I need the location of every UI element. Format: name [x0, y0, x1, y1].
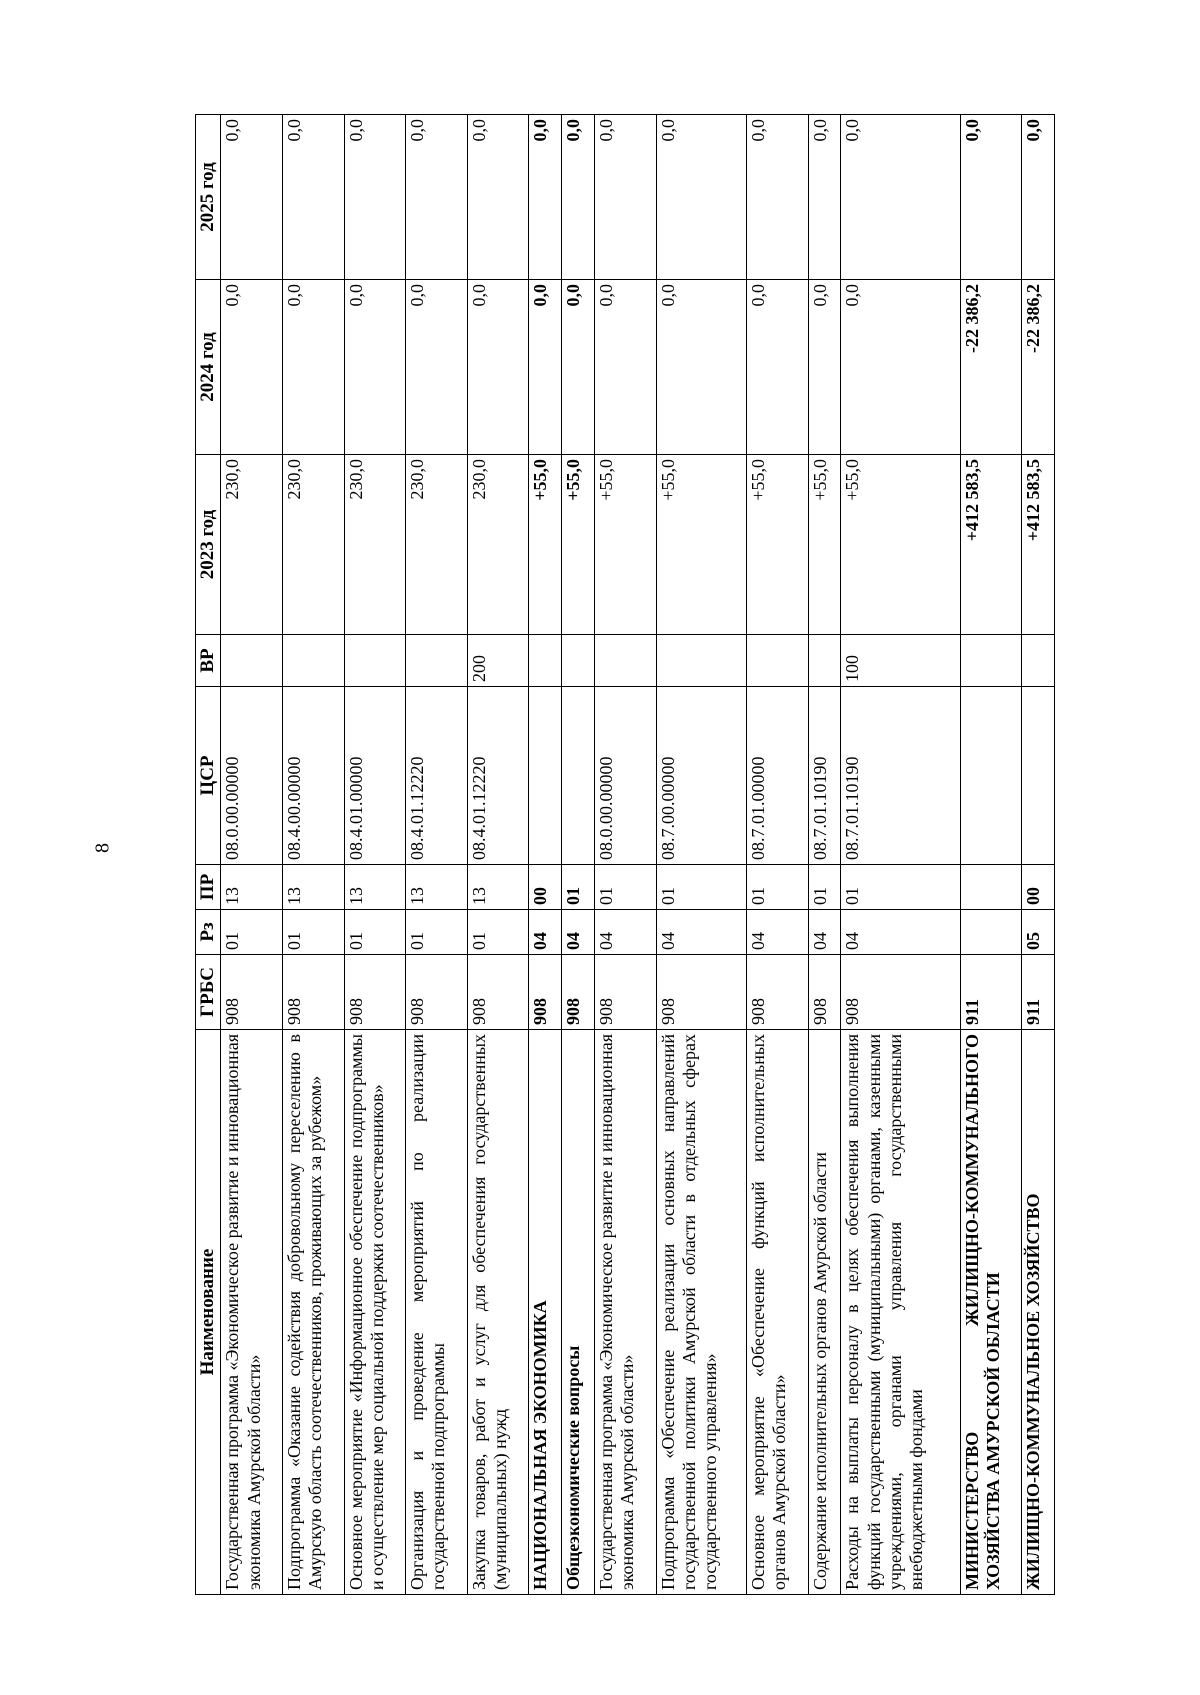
cell-2024: 0,0: [283, 280, 345, 455]
cell-2025: 0,0: [283, 115, 345, 280]
cell-rz: 04: [841, 910, 960, 955]
cell-name: Подпрограмма «Оказание содействия добровольному переселению в Амурскую область соотечественников, проживающих за рубежом»: [283, 1030, 345, 1595]
cell-pr: 13: [344, 865, 406, 910]
table-row: [221, 115, 283, 1595]
table-row: [960, 115, 1022, 1595]
cell-2025: 0,0: [467, 115, 529, 280]
cell-pr: 13: [406, 865, 468, 910]
cell-csr: [562, 687, 595, 865]
header-grbs: ГРБС: [196, 955, 221, 1030]
cell-name: Содержание исполнительных органов Амурской области: [808, 1030, 841, 1595]
cell-pr: 01: [808, 865, 841, 910]
table-row: [344, 115, 406, 1595]
cell-name: НАЦИОНАЛЬНАЯ ЭКОНОМИКА: [529, 1030, 562, 1595]
cell-name: ЖИЛИЩНО-КОММУНАЛЬНОЕ ХОЗЯЙСТВО: [1022, 1030, 1055, 1595]
cell-2025: 0,0: [344, 115, 406, 280]
table-row: [529, 115, 562, 1595]
cell-pr: 13: [283, 865, 345, 910]
header-2025: 2025 год: [196, 115, 221, 280]
cell-rz: 01: [283, 910, 345, 955]
budget-table: [195, 114, 1055, 1595]
cell-2025: 0,0: [1022, 115, 1055, 280]
cell-2024: 0,0: [841, 280, 960, 455]
header-2024: 2024 год: [196, 280, 221, 455]
cell-vr: [1022, 635, 1055, 687]
cell-2025: 0,0: [656, 115, 746, 280]
cell-name: Государственная программа «Экономическое развитие и инновационная экономика Амурской области»: [595, 1030, 657, 1595]
cell-grbs: 908: [344, 955, 406, 1030]
cell-vr: [406, 635, 468, 687]
cell-pr: 13: [221, 865, 283, 910]
cell-rz: 04: [529, 910, 562, 955]
cell-2025: 0,0: [595, 115, 657, 280]
cell-csr: 08.4.01.12220: [406, 687, 468, 865]
cell-rz: 01: [221, 910, 283, 955]
cell-rz: 01: [467, 910, 529, 955]
header-pr: ПР: [196, 865, 221, 910]
cell-2025: 0,0: [746, 115, 808, 280]
rotated-table-container: [195, 115, 1055, 1595]
cell-vr: [529, 635, 562, 687]
table-row: [562, 115, 595, 1595]
cell-2024: 0,0: [221, 280, 283, 455]
cell-2023: +55,0: [808, 455, 841, 635]
cell-name: Закупка товаров, работ и услуг для обеспечения государственных (муниципальных) нужд: [467, 1030, 529, 1595]
cell-csr: [1022, 687, 1055, 865]
cell-2024: 0,0: [595, 280, 657, 455]
cell-name: Подпрограмма «Обеспечение реализации основных направлений государственной политики Амурской области в отдельных сферах государственного управления»: [656, 1030, 746, 1595]
header-2023: 2023 год: [196, 455, 221, 635]
cell-name: Основное мероприятие «Информационное обеспечение подпрограммы и осуществление мер социальной поддержки соотечественников»: [344, 1030, 406, 1595]
cell-2025: 0,0: [841, 115, 960, 280]
cell-rz: 04: [808, 910, 841, 955]
cell-vr: [344, 635, 406, 687]
cell-2024: 0,0: [406, 280, 468, 455]
page-number: 8: [91, 843, 114, 853]
cell-pr: 01: [562, 865, 595, 910]
cell-2023: +55,0: [656, 455, 746, 635]
cell-pr: [960, 865, 1022, 910]
table-row: [656, 115, 746, 1595]
table-row: [283, 115, 345, 1595]
cell-pr: 01: [746, 865, 808, 910]
cell-rz: 04: [595, 910, 657, 955]
cell-2024: 0,0: [808, 280, 841, 455]
header-rz: Рз: [196, 910, 221, 955]
cell-2023: 230,0: [283, 455, 345, 635]
cell-2023: +412 583,5: [960, 455, 1022, 635]
cell-rz: 04: [746, 910, 808, 955]
cell-rz: 05: [1022, 910, 1055, 955]
cell-grbs: 908: [221, 955, 283, 1030]
table-row: [1022, 115, 1055, 1595]
header-name: Наименование: [196, 1030, 221, 1595]
cell-2024: 0,0: [656, 280, 746, 455]
cell-grbs: 908: [283, 955, 345, 1030]
cell-grbs: 908: [808, 955, 841, 1030]
cell-grbs: 908: [595, 955, 657, 1030]
cell-grbs: 911: [960, 955, 1022, 1030]
cell-name: Расходы на выплаты персоналу в целях обеспечения выполнения функций государственными (муниципальными) органами, казенными учреждениями, органами управления государственными внебюджетными фондами: [841, 1030, 960, 1595]
cell-2023: +55,0: [746, 455, 808, 635]
cell-2025: 0,0: [808, 115, 841, 280]
table-row: [406, 115, 468, 1595]
cell-2023: 230,0: [406, 455, 468, 635]
cell-2023: +412 583,5: [1022, 455, 1055, 635]
table-row: [746, 115, 808, 1595]
table-row: [467, 115, 529, 1595]
cell-2023: +55,0: [562, 455, 595, 635]
cell-grbs: 911: [1022, 955, 1055, 1030]
cell-2025: 0,0: [221, 115, 283, 280]
cell-2025: 0,0: [562, 115, 595, 280]
cell-2024: 0,0: [344, 280, 406, 455]
cell-name: Общеэкономические вопросы: [562, 1030, 595, 1595]
cell-2024: 0,0: [529, 280, 562, 455]
cell-csr: 08.7.00.00000: [656, 687, 746, 865]
cell-pr: 01: [595, 865, 657, 910]
cell-2023: +55,0: [529, 455, 562, 635]
cell-csr: 08.0.00.00000: [221, 687, 283, 865]
cell-grbs: 908: [529, 955, 562, 1030]
table-body: [221, 115, 1055, 1595]
cell-2023: 230,0: [467, 455, 529, 635]
cell-2024: 0,0: [746, 280, 808, 455]
cell-2024: -22 386,2: [1022, 280, 1055, 455]
cell-csr: 08.7.01.00000: [746, 687, 808, 865]
cell-vr: [562, 635, 595, 687]
cell-rz: 01: [406, 910, 468, 955]
cell-grbs: 908: [467, 955, 529, 1030]
cell-2025: 0,0: [406, 115, 468, 280]
cell-csr: 08.0.00.00000: [595, 687, 657, 865]
cell-2025: 0,0: [960, 115, 1022, 280]
cell-csr: [529, 687, 562, 865]
cell-2024: 0,0: [467, 280, 529, 455]
cell-2024: 0,0: [562, 280, 595, 455]
cell-grbs: 908: [746, 955, 808, 1030]
cell-2024: -22 386,2: [960, 280, 1022, 455]
cell-vr: 200: [467, 635, 529, 687]
cell-grbs: 908: [406, 955, 468, 1030]
cell-2023: 230,0: [221, 455, 283, 635]
cell-csr: 08.7.01.10190: [841, 687, 960, 865]
cell-pr: 13: [467, 865, 529, 910]
cell-rz: 01: [344, 910, 406, 955]
cell-name: МИНИСТЕРСТВО ЖИЛИЩНО-КОММУНАЛЬНОГО ХОЗЯЙСТВА АМУРСКОЙ ОБЛАСТИ: [960, 1030, 1022, 1595]
table-row: [841, 115, 960, 1595]
cell-vr: [656, 635, 746, 687]
table-row: [595, 115, 657, 1595]
cell-2023: +55,0: [595, 455, 657, 635]
cell-2025: 0,0: [529, 115, 562, 280]
cell-vr: 100: [841, 635, 960, 687]
cell-csr: 08.4.00.00000: [283, 687, 345, 865]
table-row: [808, 115, 841, 1595]
cell-vr: [595, 635, 657, 687]
table-header-row: [196, 115, 221, 1595]
cell-grbs: 908: [841, 955, 960, 1030]
cell-pr: 01: [841, 865, 960, 910]
cell-grbs: 908: [562, 955, 595, 1030]
cell-rz: [960, 910, 1022, 955]
cell-vr: [808, 635, 841, 687]
cell-csr: [960, 687, 1022, 865]
cell-pr: 01: [656, 865, 746, 910]
cell-2023: 230,0: [344, 455, 406, 635]
cell-rz: 04: [562, 910, 595, 955]
header-vr: ВР: [196, 635, 221, 687]
cell-rz: 04: [656, 910, 746, 955]
cell-csr: 08.4.01.00000: [344, 687, 406, 865]
cell-csr: 08.7.01.10190: [808, 687, 841, 865]
cell-grbs: 908: [656, 955, 746, 1030]
cell-pr: 00: [529, 865, 562, 910]
cell-name: Государственная программа «Экономическое развитие и инновационная экономика Амурской области»: [221, 1030, 283, 1595]
cell-name: Организация и проведение мероприятий по реализации государственной подпрограммы: [406, 1030, 468, 1595]
header-csr: ЦСР: [196, 687, 221, 865]
cell-vr: [221, 635, 283, 687]
cell-vr: [960, 635, 1022, 687]
cell-csr: 08.4.01.12220: [467, 687, 529, 865]
cell-vr: [746, 635, 808, 687]
cell-vr: [283, 635, 345, 687]
cell-pr: 00: [1022, 865, 1055, 910]
cell-name: Основное мероприятие «Обеспечение функций исполнительных органов Амурской области»: [746, 1030, 808, 1595]
cell-2023: +55,0: [841, 455, 960, 635]
